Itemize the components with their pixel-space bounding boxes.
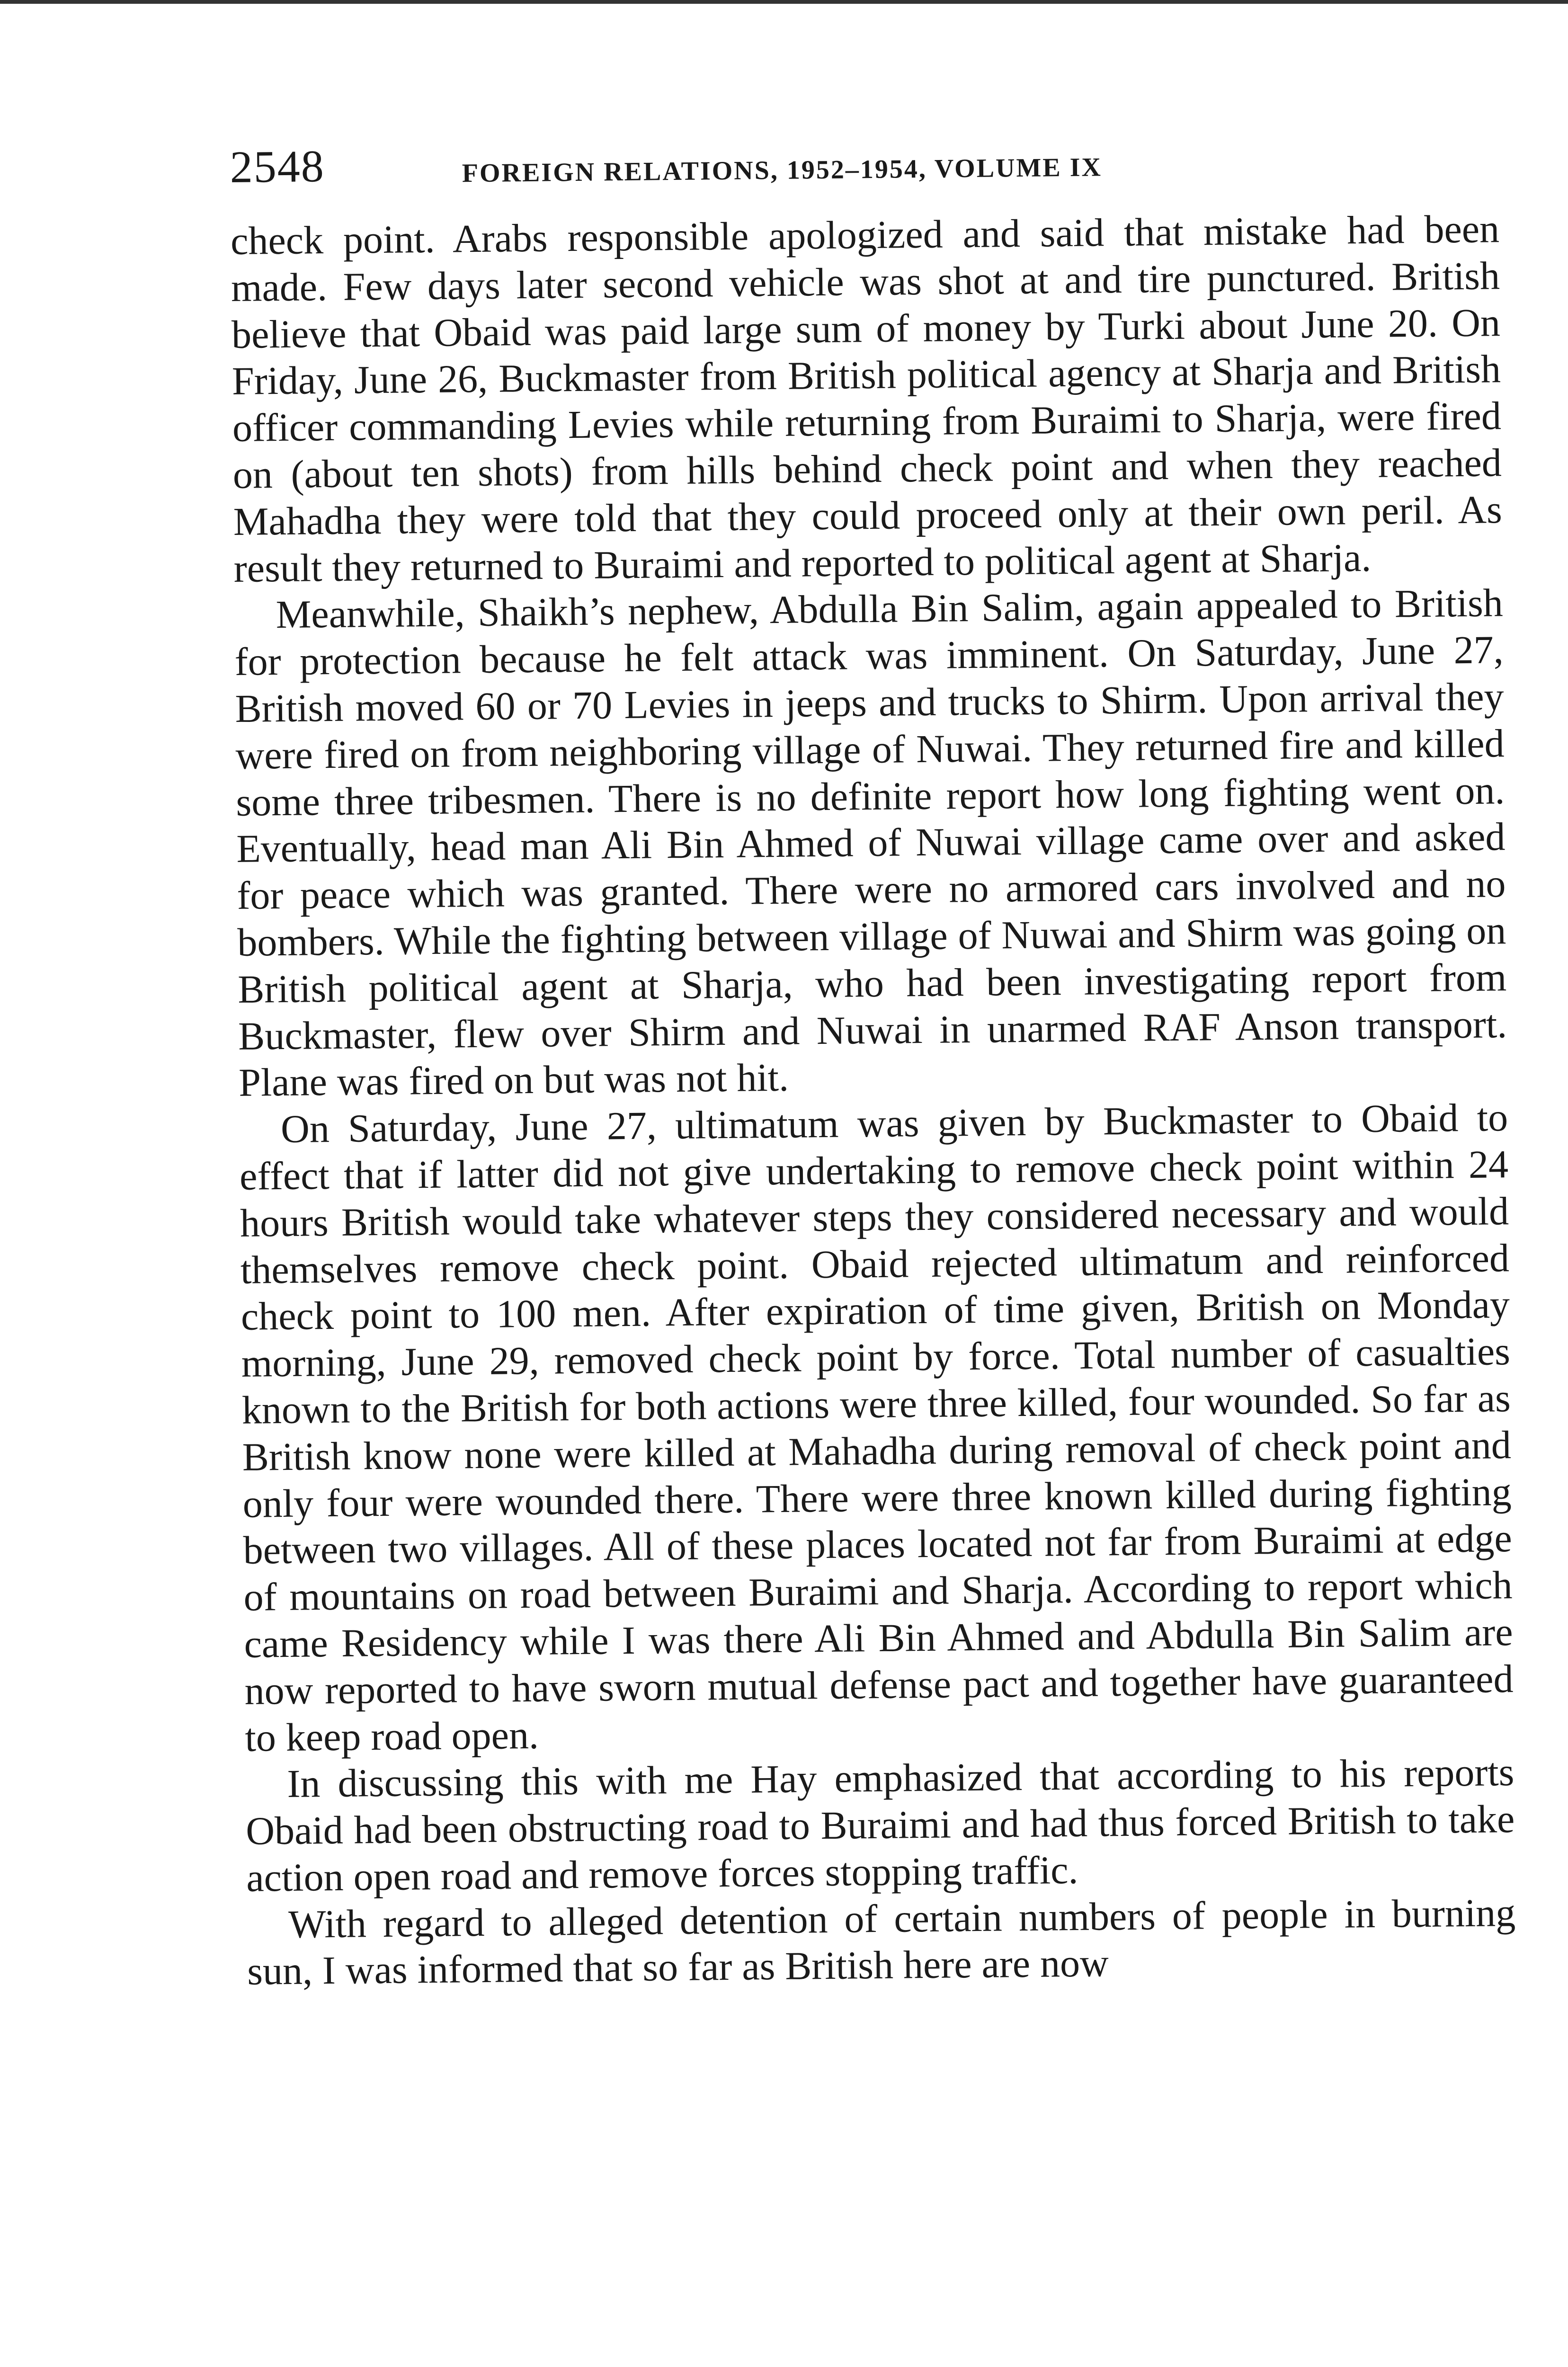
- top-edge-rule: [0, 0, 1568, 4]
- document-page: [230, 123, 1516, 1995]
- paragraph-4: In discussing this with me Hay emphasized that according to his reports Obaid had been obstructing road to Buraimi and had thus forced British to take action open road and remove forces stopping traffic.: [245, 1750, 1515, 1900]
- paragraph-3: On Saturday, June 27, ultimatum was given by Buckmaster to Obaid to effect that if latter did not give undertaking to remove check point within 24 hours British would take whatever steps they considered necessary and would themselves remove check point. Obaid rejected ultimatum and reinforced check point to 100 men. After expiration of time given, British on Monday morning, June 29, removed check point by force. Total number of casualties known to the British for both actions were three killed, four wounded. So far as British know none were killed at Mahadha during removal of check point and only four were wounded there. There were three known killed during fighting between two villages. All of these places located not far from Buraimi at edge of mountains on road between Buraimi and Sharja. According to report which came Residency while I was there Ali Bin Ahmed and Abdulla Bin Salim are now reported to have sworn mutual defense pact and together have guaranteed to keep road open.: [239, 1095, 1514, 1760]
- paragraph-5: With regard to alleged detention of certain numbers of people in burning sun, I was informed that so far as British here are now: [247, 1890, 1516, 1994]
- running-title: FOREIGN RELATIONS, 1952–1954, VOLUME IX: [462, 152, 1103, 188]
- paragraph-2: Meanwhile, Shaikh’s nephew, Abdulla Bin Salim, again appealed to British for protection because he felt attack was imminent. On Saturday, June 27, British moved 60 or 70 Levies in jeeps and trucks to Shirm. Upon arrival they were fired on from neighboring village of Nuwai. They returned fire and killed some three tribesmen. There is no definite report how long fighting went on. Eventually, head man Ali Bin Ahmed of Nuwai village came over and asked for peace which was granted. There were no armored cars involved and no bombers. While the fighting between village of Nuwai and Shirm was going on British political agent at Sharja, who had been investigating report from Buckmaster, flew over Shirm and Nuwai in unarmed RAF Anson transport. Plane was fired on but was not hit.: [234, 581, 1507, 1105]
- body-text: [231, 206, 1516, 1995]
- running-head: [230, 123, 1499, 201]
- paragraph-1: check point. Arabs responsible apologized and said that mistake had been made. Few days later second vehicle was shot at and tire punctured. British believe that Obaid was paid large sum of money by Turki about June 20. On Friday, June 26, Buckmaster from British political agency at Sharja and British officer commanding Levies while returning from Buraimi to Sharja, were fired on (about ten shots) from hills behind check point and when they reached Mahadha they were told that they could proceed only at their own peril. As result they returned to Buraimi and reported to political agent at Sharja.: [230, 207, 1503, 591]
- page-number: 2548: [230, 141, 325, 192]
